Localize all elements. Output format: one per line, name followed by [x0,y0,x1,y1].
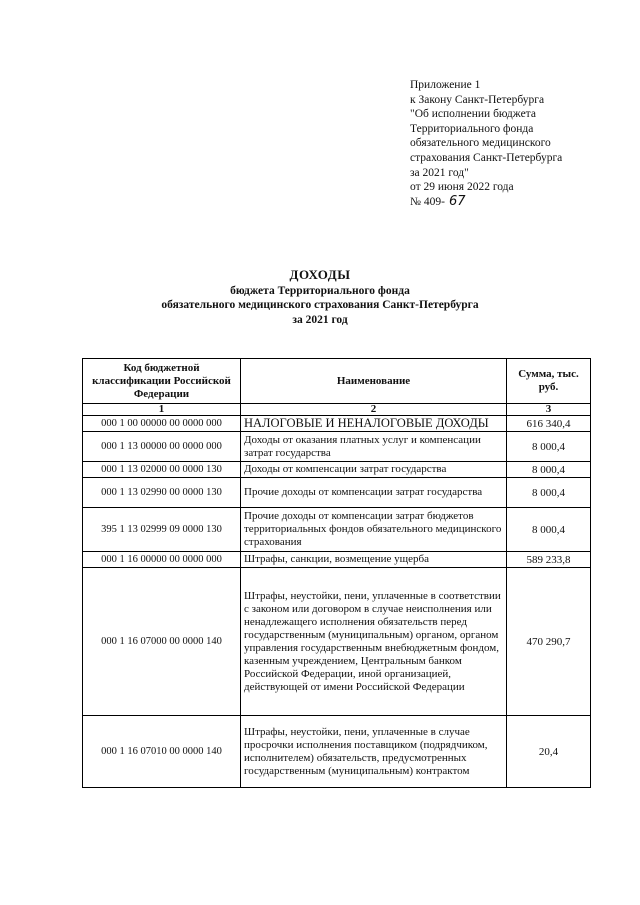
law-number [410,195,610,210]
table-row [83,716,591,788]
appendix-line: за 2021 год" [410,166,469,179]
appendix-note [410,78,610,209]
row-amount: 8 000,4 [507,462,591,478]
revenue-table [82,358,591,788]
row-name: Штрафы, санкции, возмещение ущерба [241,552,507,568]
row-amount: 8 000,4 [507,478,591,508]
table-row [83,462,591,478]
appendix-line: Приложение 1 [410,79,481,91]
row-code: 000 1 13 02000 00 0000 130 [83,462,241,478]
row-code: 000 1 00 00000 00 0000 000 [83,416,241,432]
header-name: Наименование [241,359,507,404]
column-number-row [83,404,591,416]
appendix-line: к Закону Санкт-Петербурга [410,93,545,106]
table-row [83,568,591,716]
appendix-line: Территориального фонда [410,122,534,135]
row-name: НАЛОГОВЫЕ И НЕНАЛОГОВЫЕ ДОХОДЫ [241,416,507,432]
column-number: 2 [241,404,507,416]
law-number-prefix: № 409- [410,195,445,208]
table-row [83,478,591,508]
table-header-row [83,359,591,404]
page-title: ДОХОДЫ [289,267,351,282]
row-code: 000 1 13 02990 00 0000 130 [83,478,241,508]
row-amount: 20,4 [507,716,591,788]
heading-line: за 2021 год [292,313,348,326]
row-name: Прочие доходы от компенсации затрат государства [241,478,507,508]
heading-line: бюджета Территориального фонда [230,284,410,297]
row-name: Штрафы, неустойки, пени, уплаченные в соответствии с законом или договором в случае неисполнения или ненадлежащего исполнения обязательств перед государственным (муниципальным) органом, органом управления государственным внебюджетным фондом, казенным учреждением, Центральным банком Российской Федерации, иной организацией, действующей от имени Российской Федерации [241,568,507,716]
row-name: Доходы от компенсации затрат государства [241,462,507,478]
document-heading [100,268,540,327]
row-code: 000 1 16 07010 00 0000 140 [83,716,241,788]
row-amount: 8 000,4 [507,432,591,462]
row-amount: 470 290,7 [507,568,591,716]
row-amount: 616 340,4 [507,416,591,432]
header-amount: Сумма, тыс. руб. [507,359,591,404]
appendix-line: "Об исполнении бюджета [410,108,536,121]
row-name: Прочие доходы от компенсации затрат бюджетов территориальных фондов обязательного медицинского страхования [241,508,507,552]
appendix-line: от 29 июня 2022 года [410,181,514,194]
row-amount: 8 000,4 [507,508,591,552]
appendix-line: обязательного медицинского [410,137,551,150]
row-code: 000 1 13 00000 00 0000 000 [83,432,241,462]
heading-line: обязательного медицинского страхования Санкт-Петербурга [161,299,479,311]
row-name: Штрафы, неустойки, пени, уплаченные в случае просрочки исполнения поставщиком (подрядчиком, исполнителем) обязательств, предусмотренных государственным (муниципальным) контрактом [241,716,507,788]
row-amount: 589 233,8 [507,552,591,568]
table-row [83,432,591,462]
column-number: 1 [83,404,241,416]
row-name: Доходы от оказания платных услуг и компенсации затрат государства [241,432,507,462]
appendix-line: страхования Санкт-Петербурга [410,151,563,164]
law-number-handwritten: 67 [448,193,466,209]
table-row [83,552,591,568]
row-code: 395 1 13 02999 09 0000 130 [83,508,241,552]
row-code: 000 1 16 00000 00 0000 000 [83,552,241,568]
table-row [83,416,591,432]
table-row [83,508,591,552]
column-number: 3 [507,404,591,416]
header-code: Код бюджетной классификации Российской Федерации [83,359,241,404]
row-code: 000 1 16 07000 00 0000 140 [83,568,241,716]
